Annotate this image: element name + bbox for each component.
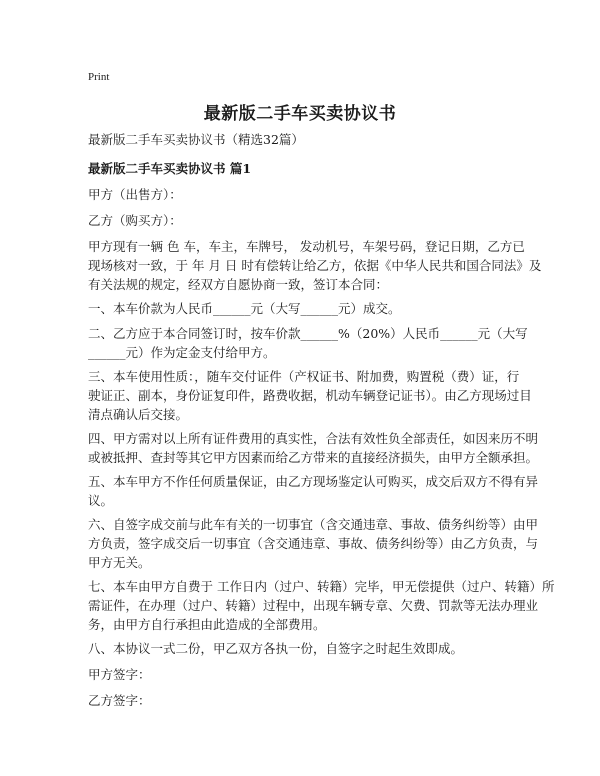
- clause-6-line: 方负责，签字成交后一切事宜（含交通违章、事故、债务纠纷等）由乙方负责，与: [88, 536, 539, 551]
- clause-6-line: 六、自签字成交前与此车有关的一切事宜（含交通违章、事故、债务纠纷等）由甲: [88, 517, 539, 532]
- clause-3-line: 三、本车使用性质：，随车交付证件（产权证书、附加费，购置税（费）证，行: [88, 369, 520, 384]
- clause-7-line: 需证件，在办理（过户、转籍）过程中，出现车辆专章、欠费、罚款等无法办理业: [88, 598, 539, 613]
- buyer-party-label: 乙方（购买方）：: [88, 213, 182, 228]
- clause-3-line: 清点确认后交接。: [88, 407, 189, 422]
- clause-7-line: 七、本车由甲方自费于 工作日内（过户、转籍）完毕，甲无偿提供（过户、转籍）所: [88, 579, 555, 594]
- intro-line: 甲方现有一辆 色 车，车主，车牌号， 发动机号，车架号码，登记日期，乙方已: [88, 239, 525, 254]
- buyer-signature-label: 乙方签字：: [88, 693, 151, 708]
- clause-2-line: ______元）作为定金支付给甲方。: [88, 345, 276, 360]
- clause-4-line: 或被抵押、查封等其它甲方因素而给乙方带来的直接经济损失，由甲方全额承担。: [88, 450, 539, 465]
- clause-1-line: 一、本车价款为人民币______元（大写______元）成交。: [88, 301, 401, 316]
- clause-7-line: 务，由甲方自行承担由此造成的全部费用。: [88, 617, 326, 632]
- print-label[interactable]: Print: [88, 71, 110, 83]
- seller-party-label: 甲方（出售方）：: [88, 187, 182, 202]
- intro-line: 有关法规的规定，经双方自愿协商一致，签订本合同：: [88, 277, 389, 292]
- clause-5-line: 议。: [88, 493, 114, 508]
- clause-5-line: 五、本车甲方不作任何质量保证，由乙方现场鉴定认可购买，成交后双方不得有异: [88, 474, 539, 489]
- document-subtitle: 最新版二手车买卖协议书（精选32篇）: [88, 132, 304, 147]
- section-heading: 最新版二手车买卖协议书 篇1: [88, 161, 252, 176]
- clause-6-line: 甲方无关。: [88, 555, 151, 570]
- clause-4-line: 四、甲方需对以上所有证件费用的真实性，合法有效性负全部责任，如因来历不明: [88, 431, 539, 446]
- document-title: 最新版二手车买卖协议书: [203, 104, 397, 124]
- seller-signature-label: 甲方签字：: [88, 667, 151, 682]
- clause-8-line: 八、本协议一式二份，甲乙双方各执一份，自签字之时起生效即成。: [88, 641, 464, 656]
- intro-line: 现场核对一致，于 年 月 日 时有偿转让给乙方，依据《中华人民共和国合同法》及: [88, 258, 542, 273]
- clause-3-line: 驶证正、副本，身份证复印件，路费收据，机动车辆登记证书）。由乙方现场过目: [88, 388, 532, 403]
- clause-2-line: 二、乙方应于本合同签订时，按车价款______%（20%）人民币______元（大写: [88, 326, 528, 341]
